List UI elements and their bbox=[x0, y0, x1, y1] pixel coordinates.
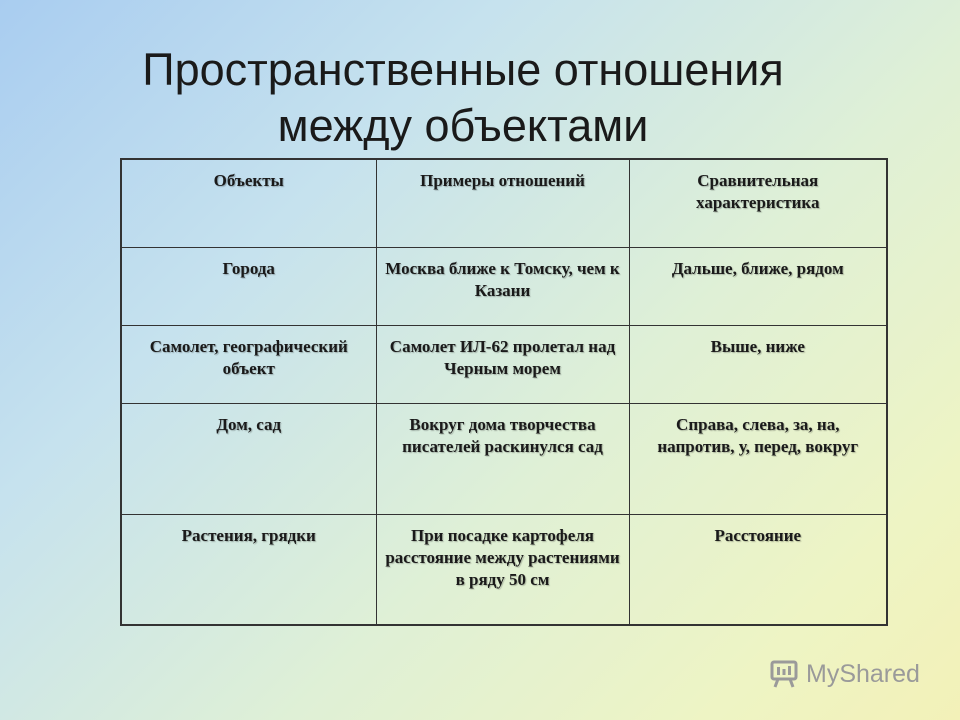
header-examples: Примеры отношений bbox=[376, 159, 629, 247]
table-row bbox=[121, 403, 887, 514]
watermark-text: MyShared bbox=[806, 659, 920, 688]
cell-comparison: Выше, ниже bbox=[629, 325, 887, 403]
cell-comparison: Справа, слева, за, на, напротив, у, перед, вокруг bbox=[629, 403, 887, 514]
cell-example: При посадке картофеля расстояние между растениями в ряду 50 см bbox=[376, 514, 629, 625]
header-objects: Объекты bbox=[121, 159, 376, 247]
cell-example: Вокруг дома творчества писателей раскинулся сад bbox=[376, 403, 629, 514]
cell-objects: Дом, сад bbox=[121, 403, 376, 514]
table-header-row bbox=[121, 159, 887, 247]
table-row bbox=[121, 247, 887, 325]
title-line-2: между объектами bbox=[277, 100, 649, 151]
relations-table bbox=[120, 158, 888, 626]
cell-example: Самолет ИЛ-62 пролетал над Черным морем bbox=[376, 325, 629, 403]
cell-comparison: Расстояние bbox=[629, 514, 887, 625]
table-row bbox=[121, 514, 887, 625]
presentation-board-icon bbox=[768, 658, 800, 690]
page-title bbox=[0, 42, 926, 154]
header-comparison: Сравнительная характеристика bbox=[629, 159, 887, 247]
myshared-watermark bbox=[768, 656, 920, 692]
cell-comparison: Дальше, ближе, рядом bbox=[629, 247, 887, 325]
title-line-1: Пространственные отношения bbox=[142, 44, 784, 95]
cell-objects: Самолет, географический объект bbox=[121, 325, 376, 403]
table-row bbox=[121, 325, 887, 403]
cell-example: Москва ближе к Томску, чем к Казани bbox=[376, 247, 629, 325]
cell-objects: Растения, грядки bbox=[121, 514, 376, 625]
cell-objects: Города bbox=[121, 247, 376, 325]
